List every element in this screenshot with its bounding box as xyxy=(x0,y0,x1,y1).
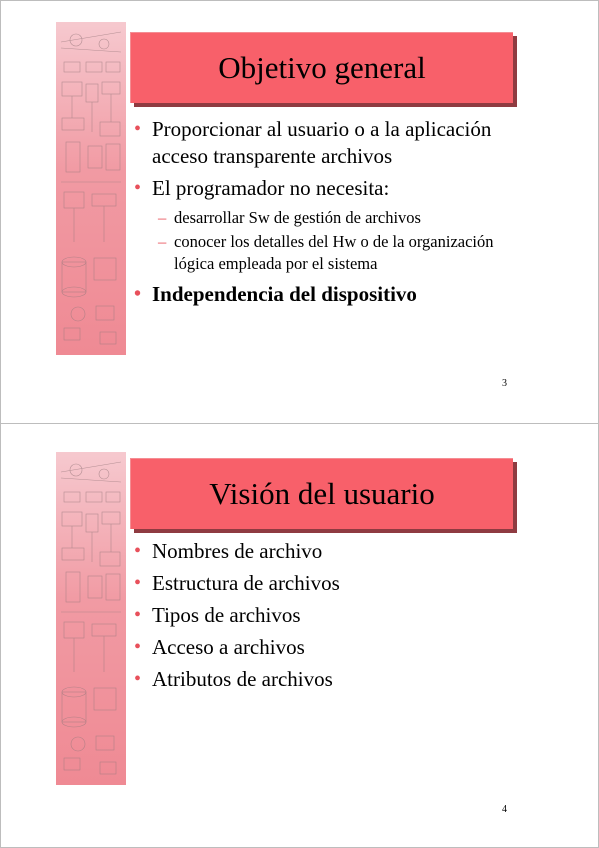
bullet-text: El programador no necesita: xyxy=(152,176,390,200)
bullet-item xyxy=(132,281,532,308)
bullet-list xyxy=(132,116,532,313)
decorative-diagram-strip xyxy=(56,452,126,785)
bullet-text: Acceso a archivos xyxy=(152,635,305,659)
bullet-dot-icon: • xyxy=(134,572,142,594)
bullet-item xyxy=(132,602,532,629)
bullet-dot-icon: • xyxy=(134,283,142,305)
sub-bullet-item xyxy=(132,207,532,229)
dash-icon: – xyxy=(158,208,167,227)
bullet-text: Atributos de archivos xyxy=(152,667,333,691)
bullet-dot-icon: • xyxy=(134,177,142,199)
diagram-illustration-icon xyxy=(56,22,126,355)
slide-title: Visión del usuario xyxy=(209,476,435,511)
bullet-item xyxy=(132,175,532,202)
bullet-item xyxy=(132,116,532,170)
bullet-dot-icon: • xyxy=(134,118,142,140)
bullet-item xyxy=(132,570,532,597)
sub-bullet-text: desarrollar Sw de gestión de archivos xyxy=(174,208,421,227)
bullet-text: Independencia del dispositivo xyxy=(152,282,417,306)
bullet-text: Proporcionar al usuario o a la aplicación acceso transparente archivos xyxy=(152,117,492,168)
slide-title: Objetivo general xyxy=(218,50,426,85)
page-number: 4 xyxy=(502,804,507,815)
decorative-diagram-strip xyxy=(56,22,126,355)
bullet-list xyxy=(132,538,532,698)
bullet-dot-icon: • xyxy=(134,636,142,658)
slide-title-box xyxy=(130,458,513,529)
bullet-item xyxy=(132,538,532,565)
bullet-text: Tipos de archivos xyxy=(152,603,301,627)
sub-bullet-item xyxy=(132,231,532,275)
sub-bullet-text: conocer los detalles del Hw o de la organización lógica empleada por el sistema xyxy=(174,232,494,273)
bullet-dot-icon: • xyxy=(134,604,142,626)
bullet-text: Estructura de archivos xyxy=(152,571,340,595)
page-number: 3 xyxy=(502,378,507,389)
bullet-item xyxy=(132,634,532,661)
bullet-text: Nombres de archivo xyxy=(152,539,323,563)
bullet-item xyxy=(132,666,532,693)
slide-title-box xyxy=(130,32,513,103)
dash-icon: – xyxy=(158,232,167,251)
bullet-dot-icon: • xyxy=(134,668,142,690)
diagram-illustration-icon xyxy=(56,452,126,785)
bullet-dot-icon: • xyxy=(134,540,142,562)
